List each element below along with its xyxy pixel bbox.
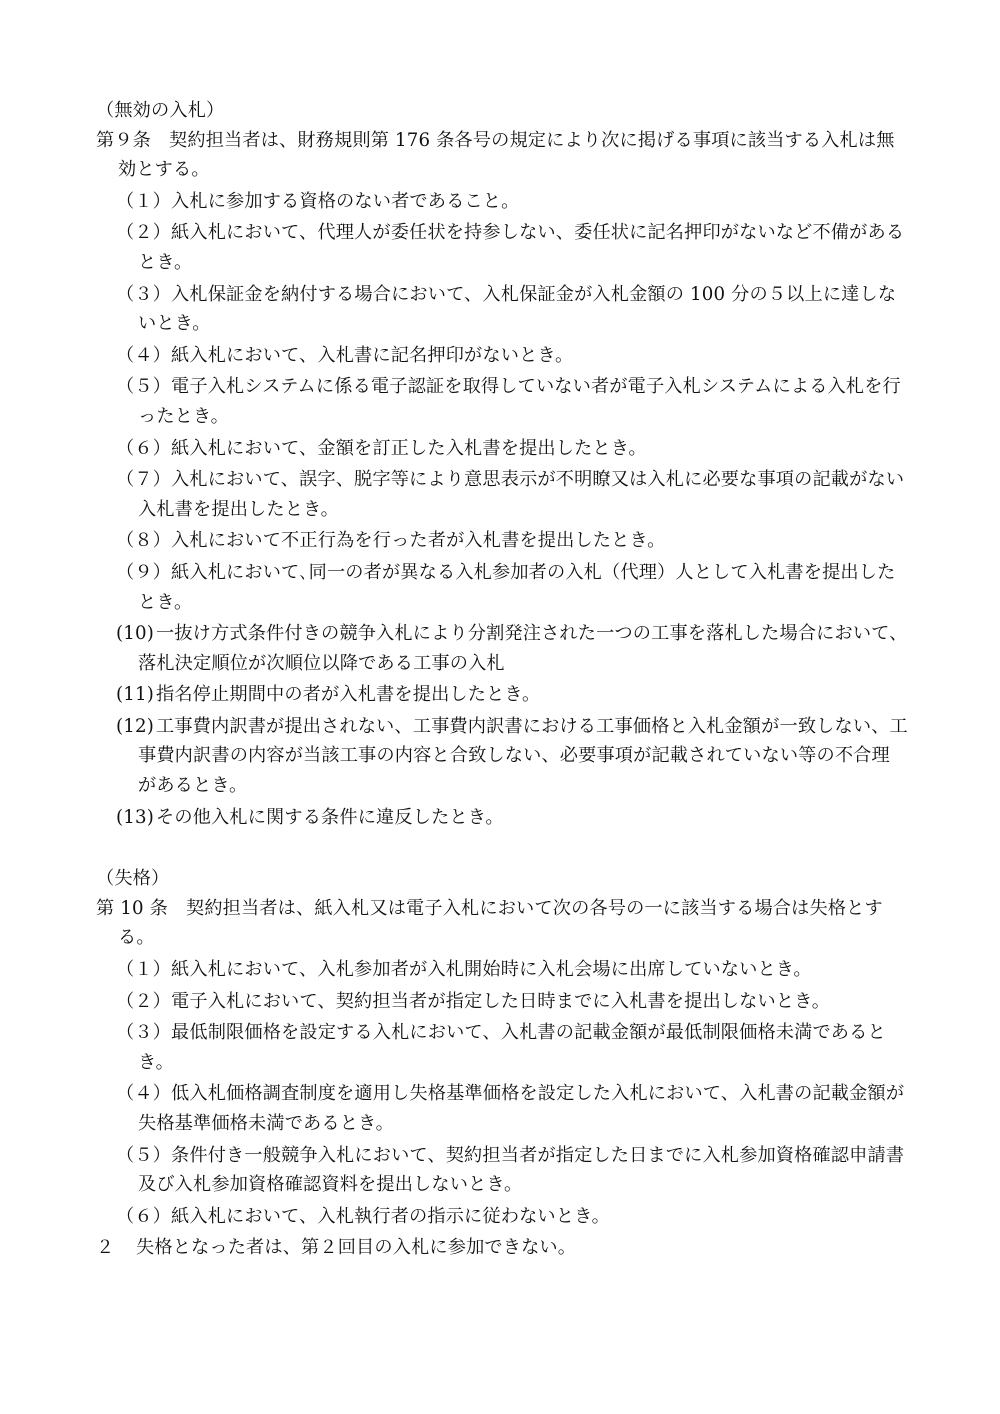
list-item [96,218,908,277]
list-item [96,341,908,371]
list-item [96,712,908,801]
item-number: （２） [116,990,172,1012]
article-text: 契約担当者は、紙入札又は電子入札において次の各号の一に該当する場合は失格とする。 [118,897,883,949]
item-number: （１） [116,190,172,212]
item-text: 入札において不正行為を行った者が入札書を提出したとき。 [171,530,666,552]
list-item [96,526,908,556]
item-number: （７） [116,469,172,491]
item-number: （９） [116,561,172,583]
paragraph-text: 失格となった者は、第２回目の入札に参加できない。 [136,1237,577,1259]
item-text: 紙入札において、入札書に記名押印がないとき。 [171,344,574,366]
item-text: 紙入札において、入札参加者が入札開始時に入札会場に出席していないとき。 [171,959,812,981]
list-item [96,1202,908,1232]
item-text: 紙入札において､同一の者が異なる入札参加者の入札（代理）人として入札書を提出したとき。 [138,561,896,613]
item-number: （３） [116,283,172,305]
list-item [96,465,908,524]
item-text: 一抜け方式条件付きの競争入札により分割発注された一つの工事を落札した場合において、落札決定順位が次順位以降である工事の入札 [138,623,908,674]
article-number: 第 10 条 [96,897,168,919]
list-item [96,187,908,217]
item-text: 最低制限価格を設定する入札において、入札書の記載金額が最低制限価格未満であるとき。 [138,1022,886,1073]
list-item [96,372,908,431]
document-body [96,96,908,1263]
paragraph-number: ２ [96,1237,115,1259]
item-number: （４） [116,1083,172,1105]
item-number: （６） [116,437,172,459]
item-text: 紙入札において、代理人が委任状を持参しない、委任状に記名押印がないなど不備があるとき。 [138,222,905,273]
article-9 [96,126,908,185]
list-item [96,1079,908,1138]
section-title-invalid-bids: （無効の入札） [96,100,225,121]
article-10 [96,894,908,953]
list-item [96,434,908,464]
item-text: 条件付き一般競争入札において、契約担当者が指定した日までに入札参加資格確認申請書及び入札参加資格確認資料を提出しないとき。 [138,1144,905,1196]
list-item [96,619,908,678]
article-10-items [96,955,908,1231]
item-text: 工事費内訳書が提出されない、工事費内訳書における工事価格と入札金額が一致しない、工事費内訳書の内容が当該工事の内容と合致しない、必要事項が記載されていない等の不合理があるとき。 [138,715,908,797]
item-number: （６） [116,1205,172,1227]
list-item [96,1018,908,1077]
item-number: （４） [116,344,172,366]
item-text: 低入札価格調査制度を適用し失格基準価格を設定した入札において、入札書の記載金額が失格基準価格未満であるとき。 [138,1083,905,1134]
item-text: 入札に参加する資格のない者であること。 [171,190,520,212]
list-item [96,1141,908,1200]
item-number: (12) [116,715,154,737]
item-text: 入札保証金を納付する場合において、入札保証金が入札金額の 100 分の５以上に達しないとき。 [138,283,897,335]
item-number: (13) [116,806,154,828]
item-text: 紙入札において、金額を訂正した入札書を提出したとき。 [171,437,647,459]
item-number: （３） [116,1022,172,1044]
list-item [96,558,908,617]
item-number: （２） [116,222,172,244]
list-item [96,803,908,833]
section-title-disqualification: （失格） [96,868,170,890]
list-item [96,280,908,339]
item-text: 紙入札において、入札執行者の指示に従わないとき。 [171,1205,611,1227]
item-number: (11) [116,684,154,706]
item-number: （８） [116,530,172,552]
list-item [96,987,908,1017]
article-9-items [96,187,908,832]
article-number: 第９条 [96,129,152,151]
item-text: 電子入札において、契約担当者が指定した日時までに入札書を提出しないとき。 [171,990,831,1012]
list-item [96,680,908,710]
item-number: (10) [116,623,154,645]
item-text: その他入札に関する条件に違反したとき。 [156,806,504,828]
item-number: （１） [116,959,172,981]
item-text: 電子入札システムに係る電子認証を取得していない者が電子入札システムによる入札を行ったとき。 [138,376,901,427]
list-item [96,955,908,985]
article-text: 契約担当者は、財務規則第 176 条各号の規定により次に掲げる事項に該当する入札は無効とする。 [118,129,895,181]
item-text: 指名停止期間中の者が入札書を提出したとき。 [156,684,541,706]
item-number: （５） [116,376,172,398]
section-spacer [96,832,908,864]
paragraph-2 [96,1233,908,1263]
item-number: （５） [116,1144,172,1166]
item-text: 入札において、誤字、脱字等により意思表示が不明瞭又は入札に必要な事項の記載がない入札書を提出したとき。 [138,469,905,520]
